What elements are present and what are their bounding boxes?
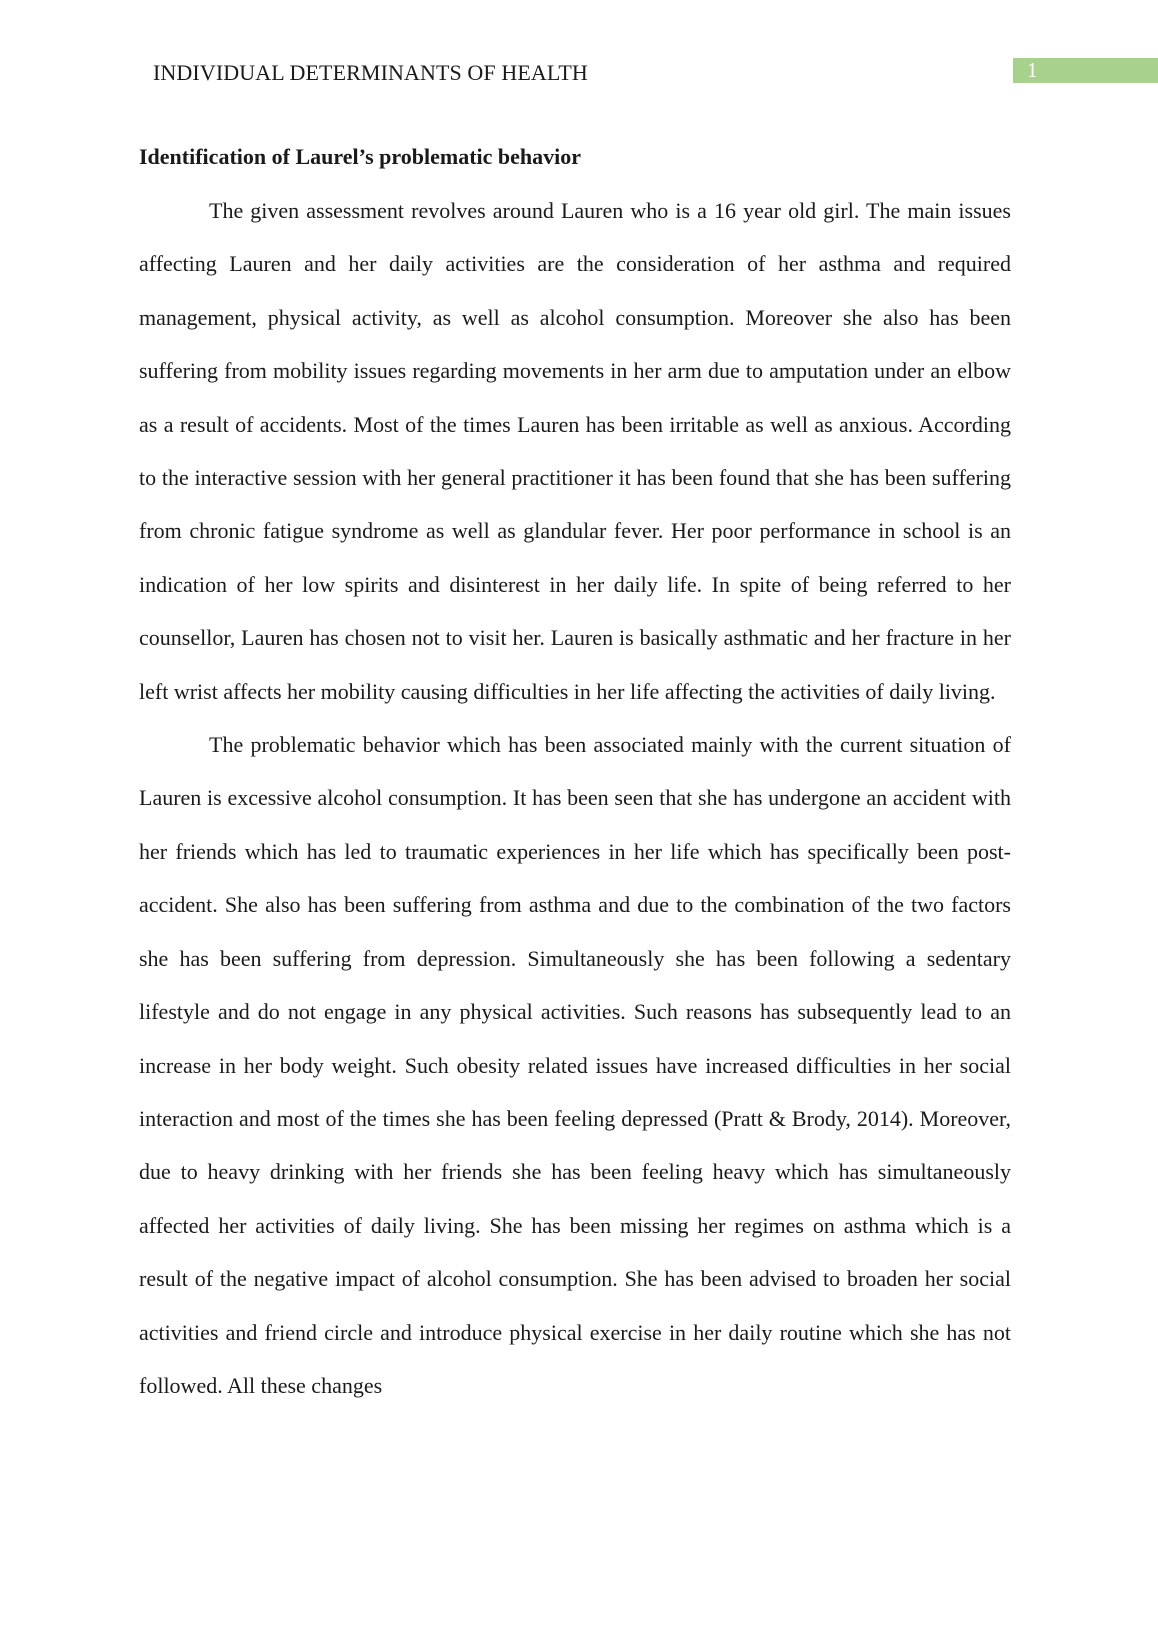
page-number: 1 [1027,58,1038,82]
paragraph-1: The given assessment revolves around Lauren who is a 16 year old girl. The main issues affecting Lauren and her daily activities are the consideration of her asthma and required management, physical activity, as well as alcohol consumption. Moreover she also has been suffering from mobility issues regarding movements in her arm due to amputation under an elbow as a result of accidents. Most of the times Lauren has been irritable as well as anxious. According to the interactive session with her general practitioner it has been found that she has been suffering from chronic fatigue syndrome as well as glandular fever. Her poor performance in school is an indication of her low spirits and disinterest in her daily life. In spite of being referred to her counsellor, Lauren has chosen not to visit her. Lauren is basically asthmatic and her fracture in her left wrist affects her mobility causing difficulties in her life affecting the activities of daily living. [139,198,1011,704]
section-heading: Identification of Laurel’s problematic behavior [139,144,582,169]
running-head: INDIVIDUAL DETERMINANTS OF HEALTH [153,60,588,85]
body-text [139,184,1011,1412]
paragraph-2: The problematic behavior which has been associated mainly with the current situation of Lauren is excessive alcohol consumption. It has been seen that she has undergone an accident with her friends which has led to traumatic experiences in her life which has specifically been post-accident. She also has been suffering from asthma and due to the combination of the two factors she has been suffering from depression. Simultaneously she has been following a sedentary lifestyle and do not engage in any physical activities. Such reasons has subsequently lead to an increase in her body weight. Such obesity related issues have increased difficulties in her social interaction and most of the times she has been feeling depressed (Pratt & Brody, 2014). Moreover, due to heavy drinking with her friends she has been feeling heavy which has simultaneously affected her activities of daily living. She has been missing her regimes on asthma which is a result of the negative impact of alcohol consumption. She has been advised to broaden her social activities and friend circle and introduce physical exercise in her daily routine which she has not followed. All these changes [139,732,1011,1398]
page-number-badge [1013,58,1158,83]
